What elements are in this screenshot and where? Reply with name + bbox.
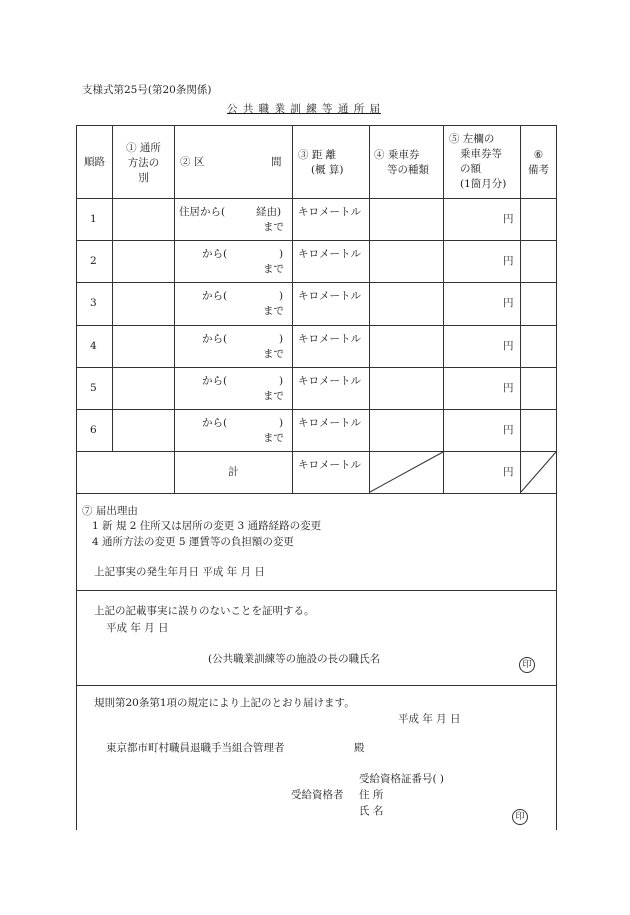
row-divider bbox=[76, 325, 557, 326]
header-ticket-line2: 等の種類 bbox=[387, 164, 429, 176]
row-6-from: から( bbox=[202, 417, 228, 429]
row-3-number: 3 bbox=[90, 297, 97, 309]
row-divider bbox=[76, 367, 557, 368]
row-6-number: 6 bbox=[90, 424, 97, 436]
header-ticket-line1: ④ 乗車券 bbox=[374, 149, 420, 161]
header-section-line1: ② 区 bbox=[180, 156, 205, 168]
row-2-to: まで bbox=[263, 263, 284, 275]
reason-options-line2: 4 通所方法の変更 5 運賃等の負担額の変更 bbox=[92, 536, 294, 548]
certification-seal bbox=[519, 652, 535, 673]
applicant-label: 受給資格者 bbox=[291, 789, 344, 801]
certification-signer: (公共職業訓練等の施設の長の職氏名 bbox=[208, 653, 381, 665]
row-2-km: キロメートル bbox=[298, 248, 361, 260]
total-remarks-diagonal bbox=[520, 451, 557, 493]
row-3-from: から( bbox=[202, 290, 228, 302]
row-divider bbox=[76, 451, 557, 452]
col-divider bbox=[369, 125, 370, 493]
col-divider bbox=[174, 125, 175, 493]
row-5-to: まで bbox=[263, 390, 284, 402]
row-divider bbox=[76, 282, 557, 283]
submission-addressee: 東京都市町村職員退職手当組合管理者 bbox=[106, 742, 285, 754]
header-remarks-line1: ⑥ bbox=[533, 149, 544, 161]
row-1-to: まで bbox=[263, 221, 284, 233]
address-label: 住 所 bbox=[359, 789, 384, 801]
reason-date-line: 上記事実の発生年月日 平成 年 月 日 bbox=[94, 566, 265, 578]
row-6-to: まで bbox=[263, 432, 284, 444]
row-2-yen: 円 bbox=[503, 255, 514, 267]
row-3-via: ) bbox=[279, 290, 284, 302]
row-1-number: 1 bbox=[90, 213, 97, 225]
row-2-number: 2 bbox=[90, 255, 97, 267]
row-1-km: キロメートル bbox=[298, 206, 361, 218]
row-2-from: から( bbox=[202, 248, 228, 260]
frame-left-border bbox=[76, 125, 77, 830]
row-4-number: 4 bbox=[90, 340, 97, 352]
submission-date: 平成 年 月 日 bbox=[398, 713, 461, 725]
header-method-line3: 別 bbox=[138, 172, 149, 184]
submission-honorific: 殿 bbox=[354, 742, 365, 754]
section-divider bbox=[76, 590, 557, 591]
row-1-from: 住居から( bbox=[179, 206, 226, 218]
reason-heading: ⑦ 届出理由 bbox=[82, 505, 138, 517]
table-bottom-border bbox=[76, 493, 557, 494]
certification-date: 平成 年 月 日 bbox=[106, 622, 169, 634]
row-divider bbox=[76, 409, 557, 410]
row-6-km: キロメートル bbox=[298, 417, 361, 429]
row-5-number: 5 bbox=[90, 382, 97, 394]
header-route: 順路 bbox=[84, 156, 105, 168]
applicant-seal bbox=[512, 804, 528, 825]
row-4-km: キロメートル bbox=[298, 333, 361, 345]
row-6-via: ) bbox=[279, 417, 284, 429]
row-divider bbox=[76, 240, 557, 241]
table-top-border bbox=[76, 125, 557, 126]
certification-statement: 上記の記載事実に誤りのないことを証明する。 bbox=[94, 605, 315, 617]
header-remarks-line2: 備考 bbox=[528, 164, 549, 176]
cert-number-label: 受給資格証番号( ) bbox=[359, 773, 445, 785]
reason-options-line1: 1 新 規 2 住所又は居所の変更 3 通路経路の変更 bbox=[92, 520, 322, 532]
total-label: 計 bbox=[228, 466, 239, 478]
row-3-yen: 円 bbox=[503, 297, 514, 309]
header-amount-line2: 乗車券等 bbox=[460, 148, 502, 160]
section-divider bbox=[76, 685, 557, 686]
row-4-from: から( bbox=[202, 333, 228, 345]
row-3-to: まで bbox=[263, 305, 284, 317]
row-2-via: ) bbox=[279, 248, 284, 260]
col-divider bbox=[520, 125, 521, 493]
header-distance-line2: (概 算) bbox=[311, 164, 344, 176]
seal-mark-icon: 印 bbox=[519, 657, 535, 673]
seal-mark-icon: 印 bbox=[512, 809, 528, 825]
col-divider bbox=[443, 125, 444, 493]
form-title: 公 共 職 業 訓 練 等 通 所 届 bbox=[227, 103, 382, 115]
header-method-line2: 方法の bbox=[127, 157, 160, 169]
row-3-km: キロメートル bbox=[298, 290, 361, 302]
total-yen: 円 bbox=[503, 466, 514, 478]
header-section-line2: 間 bbox=[271, 156, 282, 168]
row-5-km: キロメートル bbox=[298, 375, 361, 387]
row-5-yen: 円 bbox=[503, 382, 514, 394]
header-amount-line3: の額 bbox=[460, 163, 481, 175]
row-4-to: まで bbox=[263, 348, 284, 360]
total-km: キロメートル bbox=[298, 459, 361, 471]
header-amount-line4: (1箇月分) bbox=[460, 178, 507, 190]
header-bottom-border bbox=[76, 198, 557, 199]
col-divider bbox=[292, 125, 293, 493]
name-label: 氏 名 bbox=[359, 805, 384, 817]
header-method-line1: ① 通所 bbox=[126, 142, 161, 154]
row-1-via: 経由) bbox=[256, 206, 282, 218]
row-5-via: ) bbox=[279, 375, 284, 387]
total-ticket-diagonal bbox=[369, 451, 444, 493]
header-distance-line1: ③ 距 離 bbox=[298, 149, 337, 161]
header-amount-line1: ⑤ 左欄の bbox=[449, 133, 495, 145]
row-5-from: から( bbox=[202, 375, 228, 387]
submission-statement: 規則第20条第1項の規定により上記のとおり届けます。 bbox=[94, 697, 355, 709]
row-4-via: ) bbox=[279, 333, 284, 345]
form-number: 支様式第25号(第20条関係) bbox=[82, 84, 212, 96]
row-6-yen: 円 bbox=[503, 424, 514, 436]
row-4-yen: 円 bbox=[503, 340, 514, 352]
row-1-yen: 円 bbox=[503, 213, 514, 225]
